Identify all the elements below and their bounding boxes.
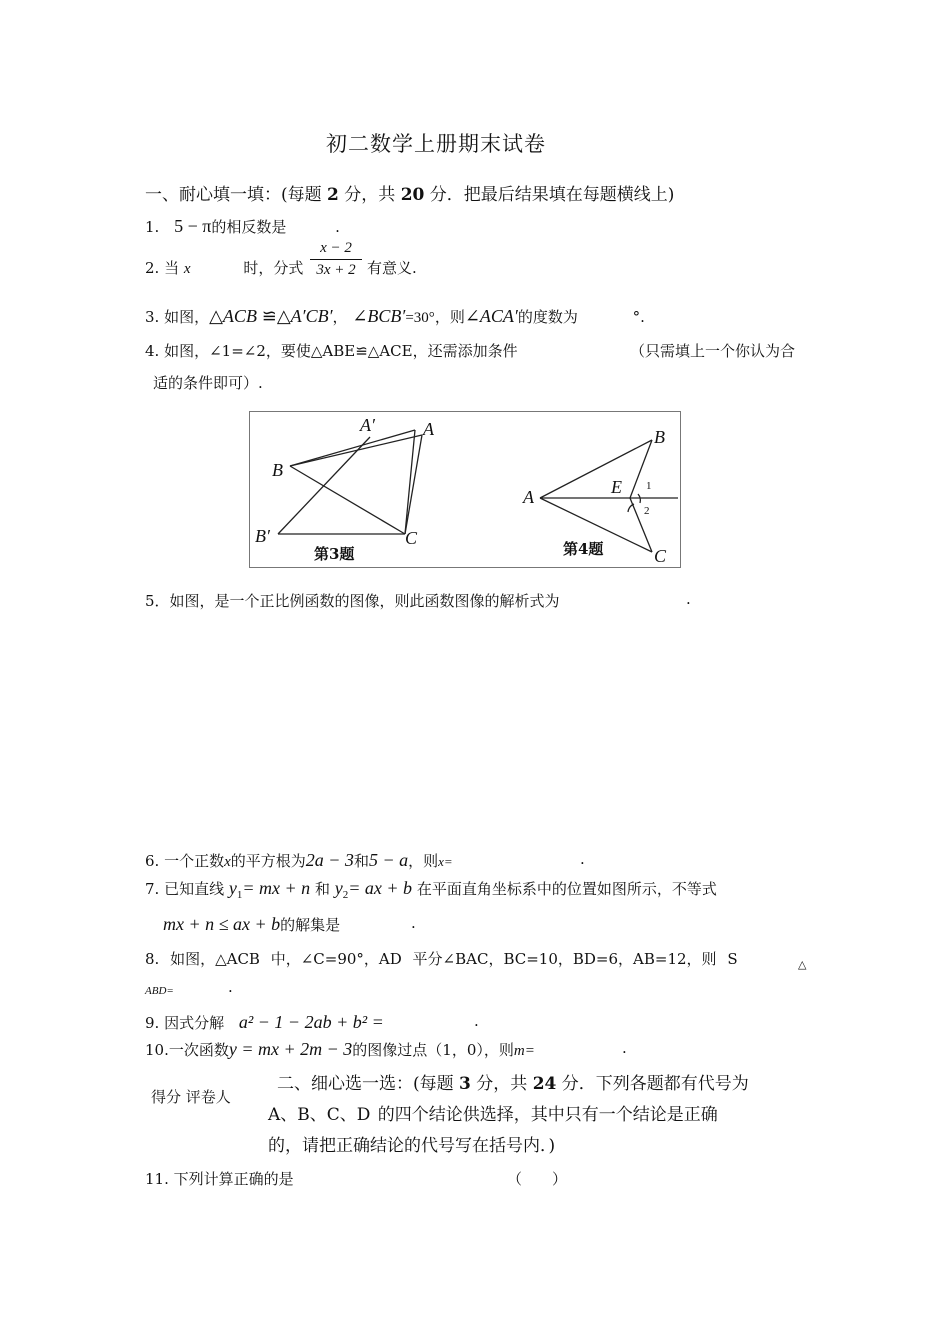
q6-expr2: 5 − a bbox=[368, 850, 409, 870]
q7-suffix2: 的解集是 bbox=[280, 916, 341, 934]
q3-end: °. bbox=[632, 308, 645, 326]
q7-line2-rhs: = ax + b bbox=[348, 878, 413, 898]
section1-header-suffix: 分．把最后结果填在每题横线上) bbox=[424, 185, 675, 205]
q3-angle-value: =30° bbox=[405, 310, 435, 326]
figure3-caption: 第3题 bbox=[314, 545, 355, 563]
question-10 bbox=[145, 1039, 535, 1060]
section2-line1 bbox=[277, 1069, 749, 1094]
q9-end: . bbox=[474, 1012, 479, 1030]
q7-line1-rhs: = mx + n bbox=[242, 878, 311, 898]
label-C: C bbox=[405, 528, 418, 548]
label4-angle1: 1 bbox=[646, 480, 652, 492]
question-6 bbox=[145, 850, 453, 871]
q6-var: x bbox=[224, 854, 231, 870]
q10-prefix: 10.一次函数 bbox=[145, 1041, 229, 1059]
line-BC bbox=[290, 466, 405, 534]
q9-expr: a² − 1 − 2ab + b² = bbox=[238, 1012, 384, 1032]
q3-prefix: 3. 如图， bbox=[145, 308, 210, 326]
question-11: 11. 下列计算正确的是 bbox=[145, 1170, 294, 1188]
q8-end: . bbox=[228, 978, 233, 996]
q3-triangle1: △ACB bbox=[209, 306, 257, 326]
question-8-line1: 8. 如图，△ACB 中，∠C=90°，AD 平分∠BAC，BC=10，BD=6，AB=12，则 S bbox=[145, 950, 738, 968]
q5-end: . bbox=[686, 590, 691, 608]
question-7-line1 bbox=[145, 878, 717, 901]
question-4-hint: （只需填上一个你认为合 bbox=[630, 342, 796, 360]
label4-B: B bbox=[654, 427, 665, 447]
q2-suffix: 有意义. bbox=[367, 259, 417, 277]
q3-triangle2: △A′CB′ bbox=[276, 306, 333, 326]
section1-header bbox=[145, 180, 674, 205]
q3-suffix: 的度数为 bbox=[517, 308, 578, 326]
q2-fraction bbox=[310, 240, 362, 279]
label4-A: A bbox=[523, 487, 534, 507]
question-2 bbox=[145, 257, 303, 278]
figure-box bbox=[249, 411, 681, 568]
q10-mid: 的图像过点（1，0），则 bbox=[352, 1041, 514, 1059]
q2-var: x bbox=[183, 261, 191, 277]
section2-total: 24 bbox=[532, 1074, 557, 1094]
q3-mid: ，则 bbox=[434, 308, 465, 326]
fraction-bar bbox=[310, 259, 362, 260]
q11-answer-paren: （ ） bbox=[507, 1170, 568, 1188]
q6-prefix: 6. 一个正数 bbox=[145, 852, 225, 870]
q6-mid1: 的平方根为 bbox=[230, 852, 306, 870]
q6-expr1: 2a − 3 bbox=[305, 850, 354, 870]
question-8-line2 bbox=[145, 980, 174, 998]
q7-and: 和 bbox=[314, 880, 330, 898]
q7-prefix: 7. 已知直线 bbox=[145, 880, 225, 898]
section1-header-prefix: 一、耐心填一填：(每题 bbox=[145, 185, 328, 205]
question-5: 5．如图，是一个正比例函数的图像，则此函数图像的解析式为 bbox=[145, 592, 560, 610]
q3-sep: ， bbox=[332, 308, 348, 326]
section2-line3: 的，请把正确结论的代号写在括号内．) bbox=[268, 1136, 556, 1156]
q2-numerator: x − 2 bbox=[320, 240, 352, 256]
q2-prefix: 2. 当 bbox=[145, 259, 180, 277]
q7-end: . bbox=[411, 914, 416, 932]
section1-total: 20 bbox=[400, 185, 425, 205]
page-title: 初二数学上册期末试卷 bbox=[326, 132, 546, 156]
question-4-line1: 4. 如图，∠1=∠2，要使△ABE≌△ACE，还需添加条件 bbox=[145, 342, 518, 360]
q1-end: . bbox=[335, 218, 340, 236]
label-B-prime: B′ bbox=[255, 526, 270, 546]
q6-mid2: ，则 bbox=[408, 852, 439, 870]
section1-header-mid: 分，共 bbox=[338, 185, 401, 205]
q3-angle2: ∠ACA′ bbox=[464, 306, 518, 326]
q2-mid: 时，分式 bbox=[243, 259, 304, 277]
q7-suffix: 在平面直角坐标系中的位置如图所示，不等式 bbox=[416, 880, 717, 898]
q6-end: . bbox=[580, 850, 585, 868]
q7-y2: y bbox=[334, 878, 343, 898]
label4-E: E bbox=[611, 477, 622, 497]
label-A-prime: A′ bbox=[360, 415, 375, 435]
figure4-caption: 第4题 bbox=[563, 540, 604, 558]
q7-y1: y bbox=[228, 878, 237, 898]
label-B: B bbox=[272, 460, 283, 480]
label4-C: C bbox=[654, 546, 667, 566]
question-9 bbox=[145, 1012, 384, 1033]
figure3-lines bbox=[278, 430, 422, 534]
q1-number: 1. bbox=[145, 218, 160, 236]
q9-prefix: 9. 因式分解 bbox=[145, 1014, 225, 1032]
question-3 bbox=[145, 306, 645, 327]
q6-answer-label: x= bbox=[438, 854, 453, 869]
q6-and: 和 bbox=[353, 852, 369, 870]
question-7-line2 bbox=[163, 914, 340, 935]
label4-angle2: 2 bbox=[644, 505, 650, 517]
q1-text: 的相反数是 bbox=[211, 218, 287, 236]
question-4-line2: 适的条件即可）. bbox=[153, 374, 263, 392]
q10-answer-label: m= bbox=[513, 1043, 535, 1059]
label-A: A bbox=[423, 419, 434, 439]
line-B-prime-A-prime bbox=[278, 437, 370, 534]
line-AB bbox=[540, 440, 652, 498]
section2-suffix: 分．下列各题都有代号为 bbox=[556, 1074, 749, 1094]
q7-inequality: mx + n ≤ ax + b bbox=[163, 914, 281, 934]
section2-mid: 分，共 bbox=[470, 1074, 533, 1094]
q7-sub1: 1 bbox=[236, 889, 243, 901]
q3-congruent: ≌ bbox=[261, 306, 277, 327]
question-1 bbox=[145, 216, 340, 237]
line-BA-prime bbox=[290, 430, 415, 466]
q2-denominator: 3x + 2 bbox=[316, 262, 356, 278]
q8-line2: ABD= bbox=[145, 985, 174, 997]
q1-expr: 5 − π bbox=[174, 216, 212, 236]
figure4-lines bbox=[540, 440, 678, 552]
q10-expr: y = mx + 2m − 3 bbox=[228, 1039, 353, 1059]
score-box-label: 得分 评卷人 bbox=[151, 1088, 231, 1106]
line-BA bbox=[290, 435, 422, 466]
q8-triangle: △ bbox=[798, 958, 807, 971]
section2-points: 3 bbox=[459, 1074, 471, 1094]
section1-points: 2 bbox=[327, 185, 339, 205]
q10-end: . bbox=[622, 1039, 627, 1057]
section2-line2: A、B、C、D 的四个结论供选择，其中只有一个结论是正确 bbox=[268, 1105, 718, 1125]
q3-angle: ∠BCB′ bbox=[352, 306, 406, 326]
section2-prefix: 二、细心选一选：(每题 bbox=[277, 1074, 460, 1094]
q7-sub2: 2 bbox=[342, 889, 349, 901]
